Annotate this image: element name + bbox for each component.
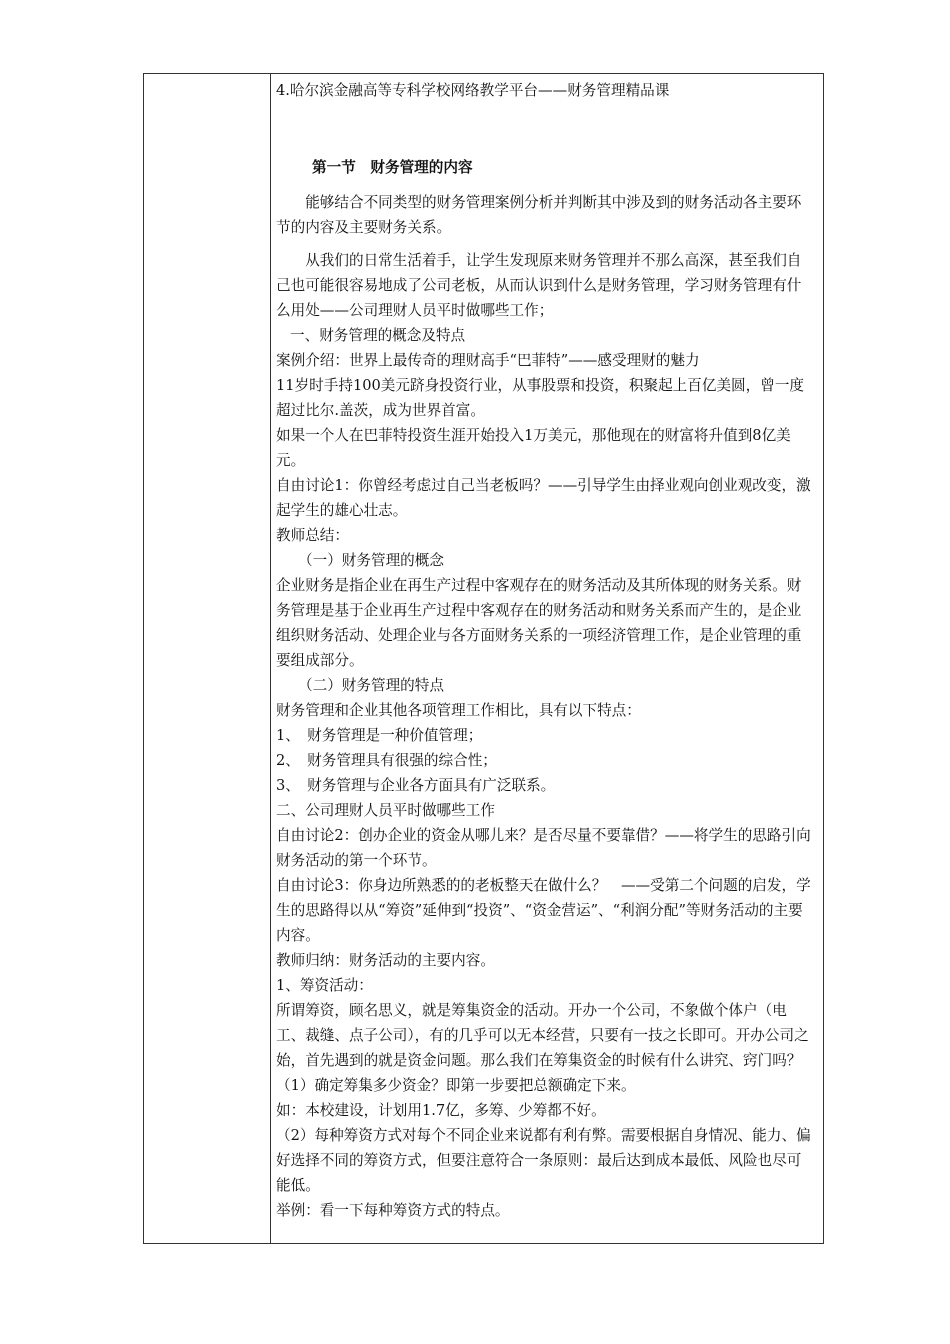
point-2: （2）每种筹资方式对每个不同企业来说都有利有弊。需要根据自身情况、能力、偏好选择不同的筹资方式，但要注意符合一条原则：最后达到成本最低、风险也尽可能低。 [276, 1127, 811, 1194]
discussion-3: 自由讨论3：你身边所熟悉的的老板整天在做什么？ ——受第二个问题的启发，学生的思路得以从“筹资”延伸到“投资”、“资金营运”、“利润分配”等财务活动的主要内容。 [276, 877, 811, 944]
heading-concept-features: 一、财务管理的概念及特点 [290, 327, 466, 344]
discussion-1: 自由讨论1：你曾经考虑过自己当老板吗？——引导学生由择业观向创业观改变，激起学生的雄心壮志。 [276, 477, 811, 519]
case-intro: 案例介绍：世界上最传奇的理财高手“巴菲特”——感受理财的魅力 [276, 352, 700, 369]
objective-paragraph: 能够结合不同类型的财务管理案例分析并判断其中涉及到的财务活动各主要环节的内容及主要财务关系。 [276, 194, 802, 236]
section-title: 第一节 财务管理的内容 [312, 159, 473, 176]
lesson-table [143, 73, 824, 1244]
discussion-2: 自由讨论2：创办企业的资金从哪儿来？是否尽量不要靠借？——将学生的思路引向财务活动的第一个环节。 [276, 827, 811, 869]
feature-item: 2、 财务管理具有很强的综合性； [276, 752, 497, 769]
feature-item: 1、 财务管理是一种价值管理； [276, 727, 483, 744]
reference-line: 4.哈尔滨金融高等专科学校网络教学平台——财务管理精品课 [276, 82, 670, 99]
example-2: 举例：看一下每种筹资方式的特点。 [276, 1202, 510, 1219]
content-cell [276, 74, 814, 1223]
fundraising-paragraph: 所谓筹资，顾名思义，就是筹集资金的活动。开办一个公司，不象做个体户（电工、裁缝、点子公司），有的几乎可以无本经营，只要有一技之长即可。开办公司之始，首先遇到的就是资金问题。那么我们在筹集资金的时候有什么讲究、窍门吗？ [276, 1002, 809, 1069]
teacher-conclusion: 教师归纳：财务活动的主要内容。 [276, 952, 495, 969]
subheading-concept: （一）财务管理的概念 [298, 552, 444, 569]
example-1: 如：本校建设，计划用1.7亿，多筹、少筹都不好。 [276, 1102, 606, 1119]
features-intro: 财务管理和企业其他各项管理工作相比，具有以下特点： [276, 702, 641, 719]
intro-paragraph: 从我们的日常生活着手，让学生发现原来财务管理并不那么高深，甚至我们自己也可能很容易地成了公司老板，从而认识到什么是财务管理，学习财务管理有什么用处——公司理财人员平时做哪些工作； [276, 252, 802, 319]
case-text-1: 11岁时手持100美元跻身投资行业，从事股票和投资，积聚起上百亿美圆，曾一度超过比尔.盖茨，成为世界首富。 [276, 377, 805, 419]
concept-paragraph: 企业财务是指企业在再生产过程中客观存在的财务活动及其所体现的财务关系。财务管理是基于企业再生产过程中客观存在的财务活动和财务关系而产生的，是企业组织财务活动、处理企业与各方面财务关系的一项经济管理工作，是企业管理的重要组成部分。 [276, 577, 802, 669]
teacher-summary: 教师总结： [276, 527, 349, 544]
subheading-features: （二）财务管理的特点 [298, 677, 444, 694]
heading-staff-work: 二、公司理财人员平时做哪些工作 [276, 802, 495, 819]
feature-item: 3、 财务管理与企业各方面具有广泛联系。 [276, 777, 556, 794]
fundraising-title: 1、筹资活动： [276, 977, 373, 994]
case-text-2: 如果一个人在巴菲特投资生涯开始投入1万美元，那他现在的财富将升值到8亿美元。 [276, 427, 791, 469]
point-1: （1）确定筹集多少资金？即第一步要把总额确定下来。 [276, 1077, 636, 1094]
left-column [144, 74, 271, 1243]
